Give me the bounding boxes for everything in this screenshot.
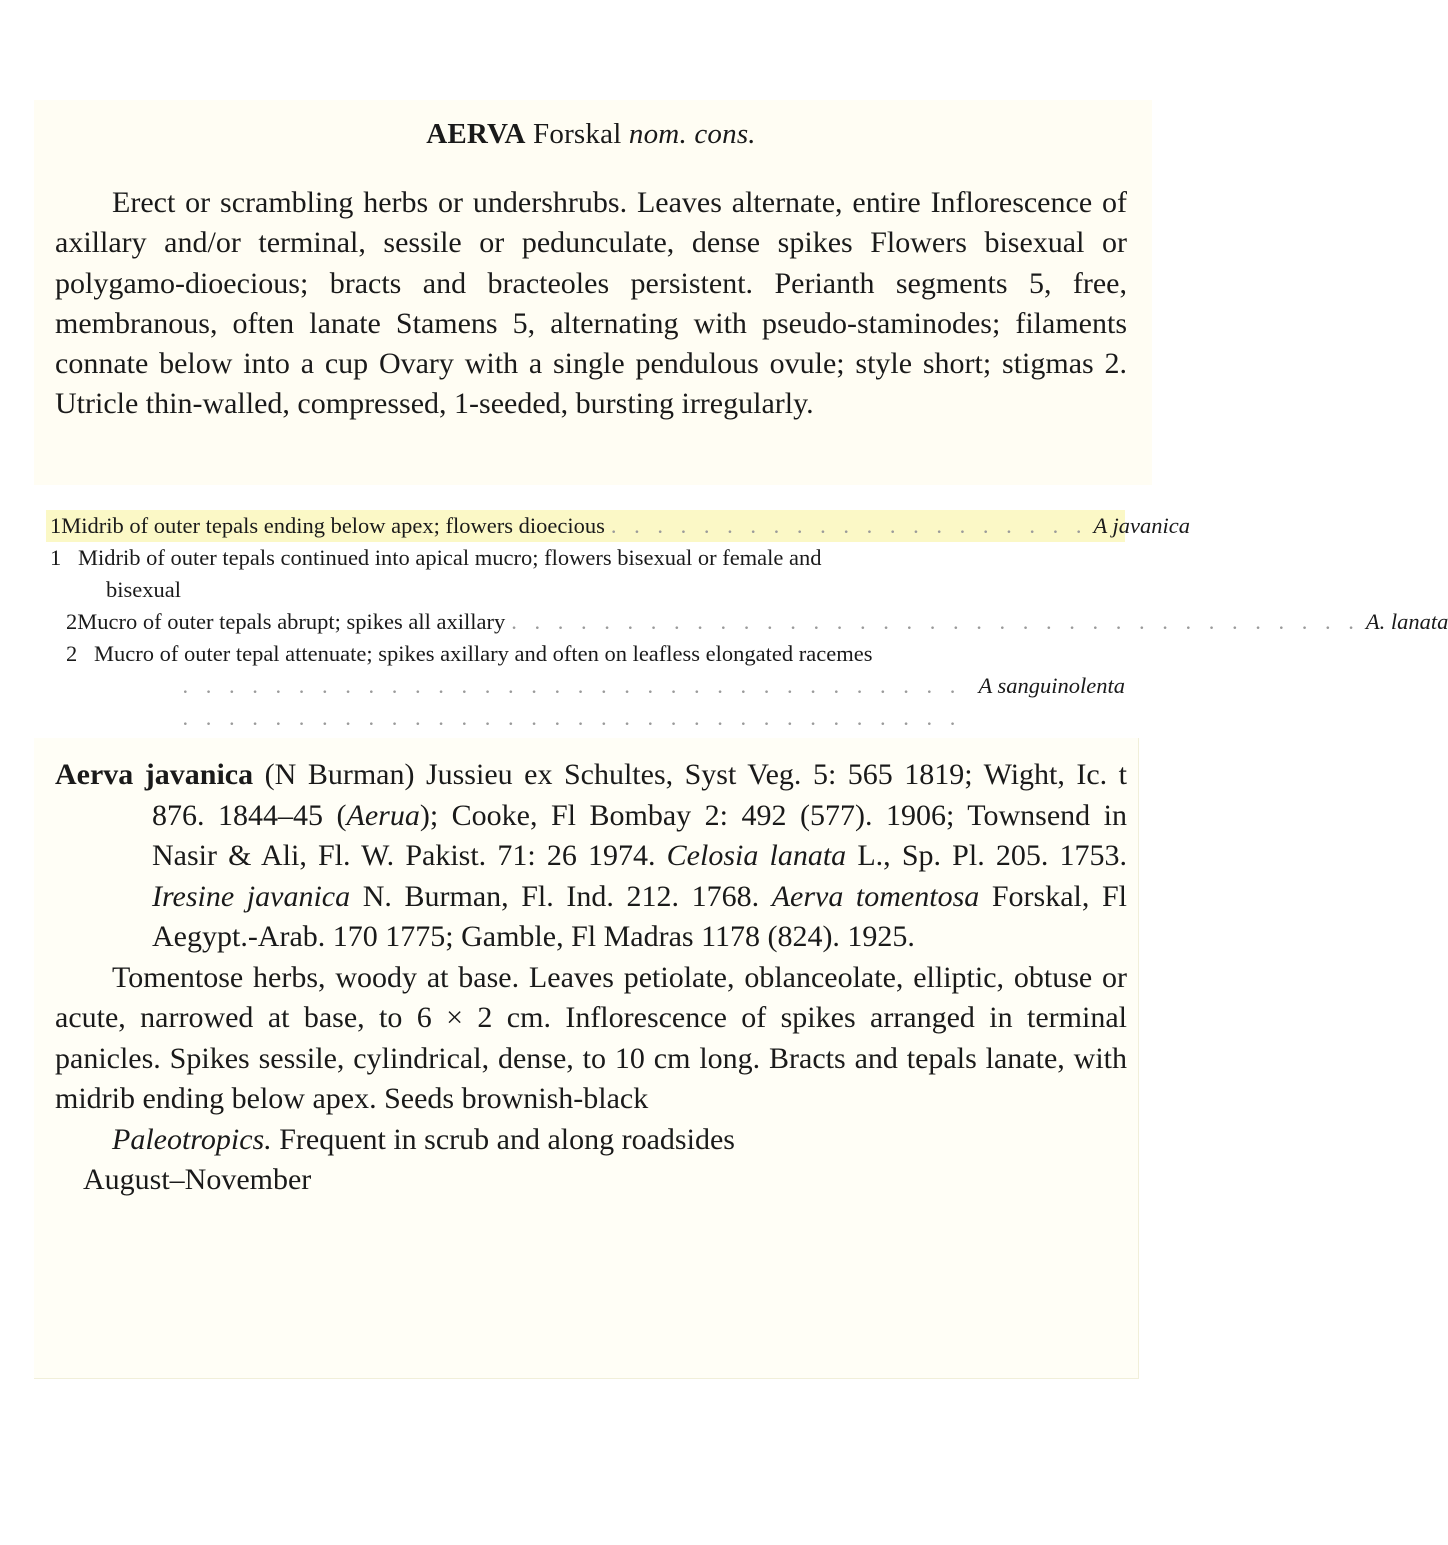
key-lead-number: 1 xyxy=(50,513,62,538)
key-lead-1a xyxy=(46,510,1190,542)
key-lead-continuation: bisexual xyxy=(106,577,181,602)
leader-dots: . . . . . . . . . . . . . . . . . . . . . xyxy=(610,513,1088,538)
species-citation xyxy=(55,755,1127,958)
citation-text: ); Cooke, Fl Bombay 2: 492 (577). 1906; Townsend in Nasir & Ali, Fl. W. Pakist. 71: 26 1974. xyxy=(152,798,1127,872)
leader-dots: . . . . . . . . . . . . . . . . . . . . . . . . . . . . . . . . . . . . . xyxy=(511,609,1360,634)
synonym-name: Aerva tomentosa xyxy=(771,879,980,913)
key-lead-text: Mucro of outer tepal attenuate; spikes axillary and often on leafless elongated racemes xyxy=(94,641,873,666)
key-lead-text: Midrib of outer tepals ending below apex; flowers dioecious xyxy=(61,513,605,538)
citation-text: L., Sp. Pl. 205. 1753. xyxy=(846,839,1128,872)
genus-name: AERVA xyxy=(426,118,526,150)
citation-text: Forskal, Fl Aegypt.-Arab. 170 1775; Gamble, Fl Madras 1178 (824). 1925. xyxy=(152,879,1127,953)
key-lead-2b xyxy=(50,638,1125,670)
leader-dots: . . . . . . . . . . . . . . . . . . . . . . . . . . . . . . . . . . . . . . . . . . . . . . . . . . . . . . . . . . . . . . . . . . . . xyxy=(182,673,962,730)
key-lead-number: 1 xyxy=(50,545,62,570)
key-lead-2b-taxon-line xyxy=(50,670,1125,734)
key-lead-2a xyxy=(50,606,1448,638)
key-taxon: A sanguinolenta xyxy=(978,673,1125,698)
citation-text: N. Burman, Fl. Ind. 212. 1768. xyxy=(350,879,772,913)
citation-variant-name: Aerua xyxy=(346,798,420,832)
identification-key xyxy=(50,510,1448,734)
synonym-name: Iresine javanica xyxy=(152,879,351,913)
genus-description: Erect or scrambling herbs or undershrubs. Leaves alternate, entire Inflorescence of axillary and/or terminal, sessile or pedunculate, dense spikes Flowers bisexual or polygamo-dioecious; bracts and bracteoles persistent. Perianth segments 5, free, membranous, often lanate Stamens 5, alternating with pseudo-staminodes; filaments connate below into a cup Ovary with a single pendulous ovule; style short; stigmas 2. Utricle thin-walled, compressed, 1-seeded, bursting irregularly. xyxy=(55,186,1127,421)
species-distribution: Paleotropics. xyxy=(112,1122,272,1156)
species-description: Tomentose herbs, woody at base. Leaves petiolate, oblanceolate, elliptic, obtuse or acute, narrowed at base, to 6 × 2 cm. Inflorescence of spikes arranged in terminal panicles. Spikes sessile, cylindrical, dense, to 10 cm long. Bracts and tepals lanate, with midrib ending below apex. Seeds brownish-black xyxy=(55,960,1127,1115)
key-lead-number: 2 xyxy=(66,641,78,666)
habitat-text: Frequent in scrub and along roadsides xyxy=(271,1122,735,1156)
key-lead-text: Midrib of outer tepals continued into apical mucro; flowers bisexual or female and xyxy=(78,545,822,570)
species-account xyxy=(55,755,1127,1201)
genus-status: nom. cons. xyxy=(628,118,756,150)
key-taxon: A. lanata xyxy=(1365,609,1448,634)
key-lead-number: 2 xyxy=(66,609,78,634)
species-name: Aerva javanica xyxy=(55,758,254,791)
genus-author: Forskal xyxy=(533,118,622,150)
key-taxon: A javanica xyxy=(1093,513,1190,538)
synonym-name: Celosia lanata xyxy=(666,839,847,872)
citation-text: (N Burman) Jussieu ex Schultes, Syst Veg. 5: 565 1819; Wight, Ic. t 876. 1844–45 ( xyxy=(152,758,1128,832)
species-phenology: August–November xyxy=(83,1163,312,1196)
key-lead-1b xyxy=(50,542,1125,606)
species-habitat xyxy=(55,1120,1127,1161)
key-lead-text: Mucro of outer tepals abrupt; spikes all axillary xyxy=(77,609,506,634)
genus-heading xyxy=(0,118,1182,151)
